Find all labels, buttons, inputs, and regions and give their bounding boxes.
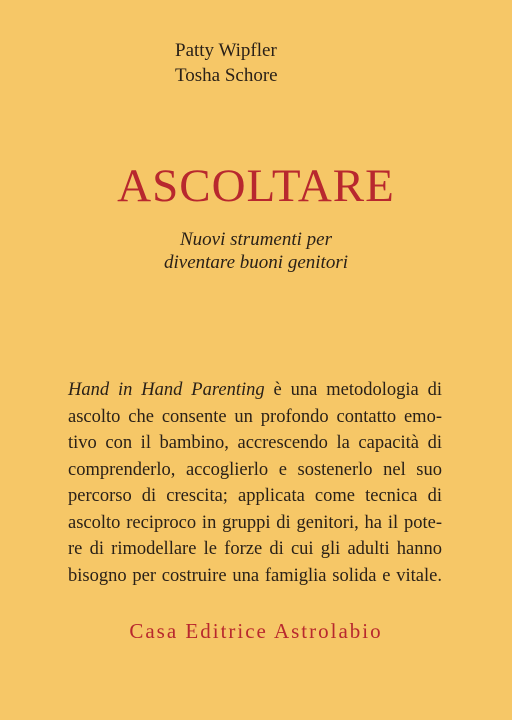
description-line: ascolto reciproco in gruppi di genitori, ha il pote- (68, 512, 442, 533)
description-line: percorso di crescita; applicata come tecnica di (68, 486, 442, 506)
description-line: bisogno per costruire una famiglia solida e vitale. (68, 565, 442, 586)
book-description (68, 377, 442, 589)
description-emphasis: Hand in Hand Parenting (68, 380, 265, 400)
description-line: tivo con il bambino, accrescendo la capacità di (68, 433, 442, 453)
author-name: Patty Wipfler (175, 40, 277, 61)
description-line: ascolto che consente un profondo contatto emo- (68, 406, 442, 427)
authors (175, 38, 278, 88)
description-line: comprenderlo, accoglierlo e sostenerlo nel suo (68, 459, 442, 480)
publisher-name: Casa Editrice Astrolabio (129, 619, 383, 643)
description-line: re di rimodellare le forze di cui gli adulti hanno (68, 539, 442, 559)
author-name: Tosha Schore (175, 65, 278, 86)
subtitle-line: Nuovi strumenti per (180, 229, 332, 250)
subtitle-line: diventare buoni genitori (164, 252, 348, 273)
book-subtitle (0, 228, 512, 274)
book-title: ASCOLTARE (117, 160, 395, 212)
description-line: Hand in Hand Parenting è una metodologia di (68, 380, 442, 400)
